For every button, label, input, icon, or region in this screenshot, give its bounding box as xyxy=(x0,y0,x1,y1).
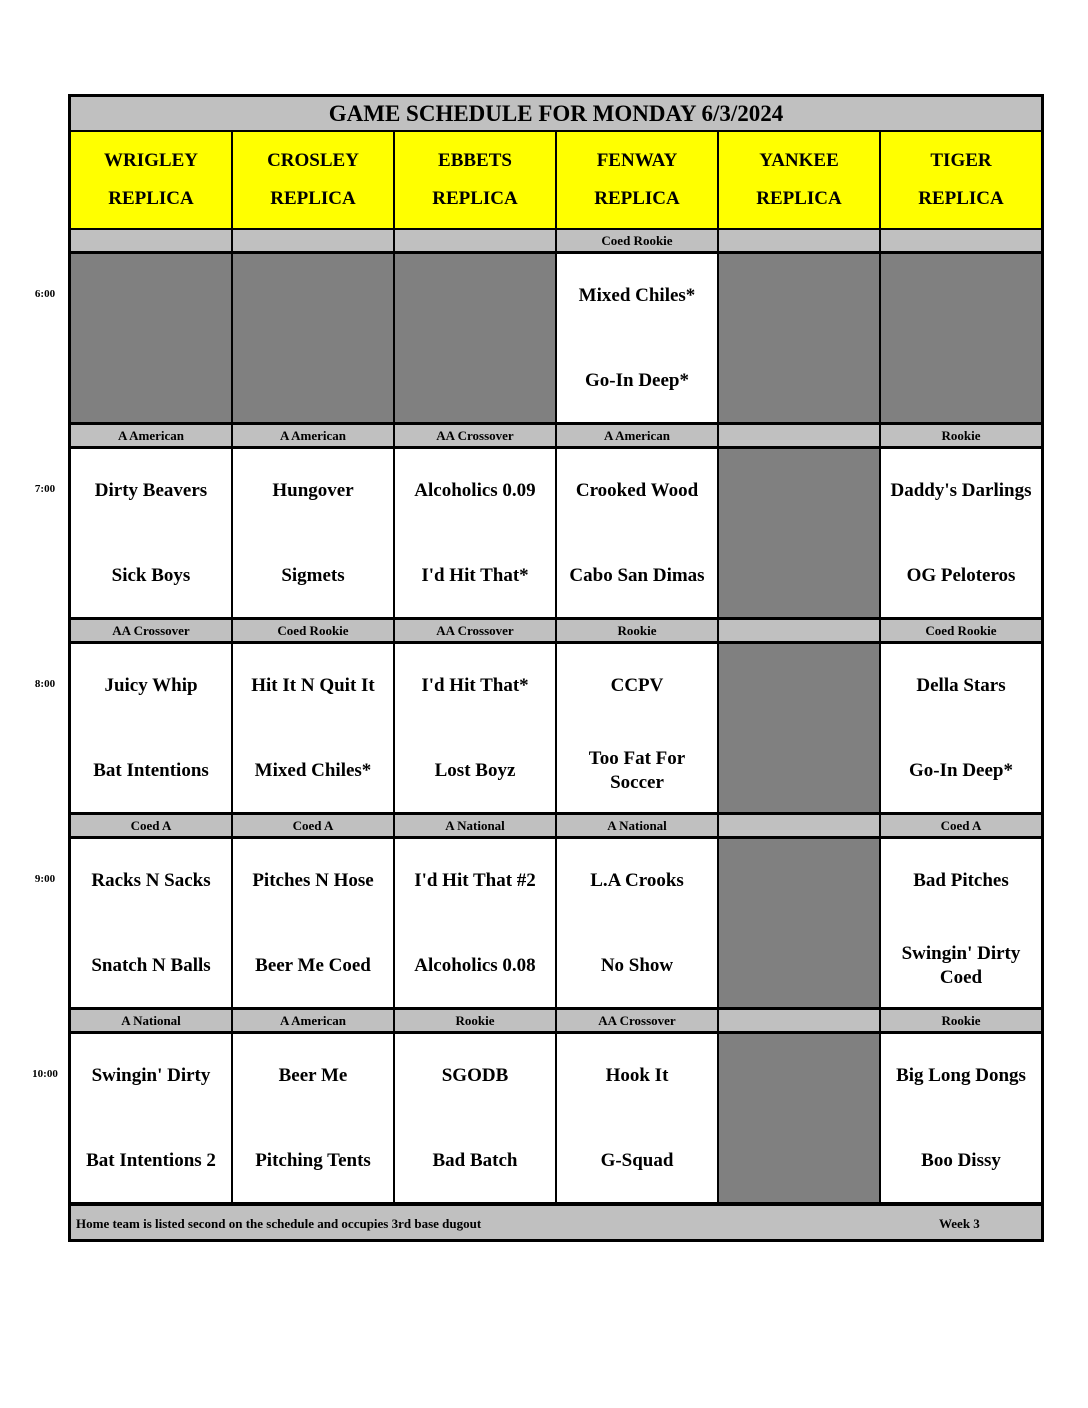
away-team: Big Long Dongs xyxy=(896,1065,1026,1086)
away-team: I'd Hit That* xyxy=(421,675,529,696)
game-cell xyxy=(881,839,1041,1007)
home-team: Lost Boyz xyxy=(434,760,516,781)
venue-name: FENWAY xyxy=(596,150,678,171)
game-cell xyxy=(557,1034,717,1202)
division-label xyxy=(719,425,879,446)
division-label xyxy=(233,230,393,251)
venue-subtitle: REPLICA xyxy=(432,188,518,209)
away-team: CCPV xyxy=(610,675,664,696)
division-label: Rookie xyxy=(395,1010,555,1031)
home-team: Swingin' Dirty Coed xyxy=(901,943,1021,988)
empty-field-cell xyxy=(719,254,879,422)
division-label xyxy=(395,230,555,251)
time-label: 6:00 xyxy=(34,288,56,300)
home-team: Cabo San Dimas xyxy=(569,565,705,586)
game-cell xyxy=(557,644,717,812)
away-team: Juicy Whip xyxy=(104,675,198,696)
division-label: Coed A xyxy=(71,815,231,836)
home-team: I'd Hit That* xyxy=(421,565,529,586)
home-team: Too Fat For Soccer xyxy=(588,748,686,793)
away-team: Hook It xyxy=(605,1065,669,1086)
away-team: Dirty Beavers xyxy=(94,480,208,501)
empty-field-cell xyxy=(719,839,879,1007)
away-team: SGODB xyxy=(441,1065,509,1086)
division-label: Rookie xyxy=(881,425,1041,446)
division-label: A American xyxy=(71,425,231,446)
home-team: G-Squad xyxy=(600,1150,674,1171)
game-cell xyxy=(395,644,555,812)
footer-note: Home team is listed second on the schedule and occupies 3rd base dugout xyxy=(76,1216,482,1231)
division-label: Coed A xyxy=(881,815,1041,836)
division-label: A National xyxy=(395,815,555,836)
home-team: Beer Me Coed xyxy=(255,955,371,976)
game-cell xyxy=(71,644,231,812)
venue-name: WRIGLEY xyxy=(104,150,198,171)
venue-name: YANKEE xyxy=(759,150,839,171)
game-cell xyxy=(557,839,717,1007)
venue-header-fenway xyxy=(557,132,717,228)
away-team: L.A Crooks xyxy=(590,870,684,891)
division-label xyxy=(719,1010,879,1031)
division-label xyxy=(719,230,879,251)
home-team: Boo Dissy xyxy=(921,1150,1001,1171)
division-label: A National xyxy=(557,815,717,836)
venue-name: EBBETS xyxy=(438,150,512,171)
venue-header-tiger xyxy=(881,132,1041,228)
game-cell xyxy=(233,644,393,812)
division-label: A American xyxy=(233,425,393,446)
venue-subtitle: REPLICA xyxy=(594,188,680,209)
home-team: Alcoholics 0.08 xyxy=(414,955,536,976)
division-label: A American xyxy=(557,425,717,446)
division-label xyxy=(881,230,1041,251)
home-team: Mixed Chiles* xyxy=(254,760,372,781)
venue-name: CROSLEY xyxy=(267,150,359,171)
home-team: Snatch N Balls xyxy=(91,955,211,976)
division-label xyxy=(719,815,879,836)
away-team: Swingin' Dirty xyxy=(91,1065,211,1086)
home-team: No Show xyxy=(600,955,674,976)
division-label: A American xyxy=(233,1010,393,1031)
home-team: OG Peloteros xyxy=(906,565,1016,586)
home-team: Sick Boys xyxy=(111,565,191,586)
week-label: Week 3 xyxy=(939,1216,980,1231)
division-label xyxy=(719,620,879,641)
game-cell xyxy=(71,839,231,1007)
home-team: Bad Batch xyxy=(432,1150,518,1171)
away-team: Hungover xyxy=(272,480,354,501)
home-team: Pitching Tents xyxy=(255,1150,371,1171)
venue-header-ebbets xyxy=(395,132,555,228)
time-label: 10:00 xyxy=(32,1068,58,1080)
venue-subtitle: REPLICA xyxy=(108,188,194,209)
away-team: Daddy's Darlings xyxy=(890,480,1032,501)
away-team: Racks N Sacks xyxy=(91,870,211,891)
game-cell xyxy=(395,449,555,617)
home-team: Go-In Deep* xyxy=(909,760,1013,781)
empty-field-cell xyxy=(719,449,879,617)
venue-name: TIGER xyxy=(930,150,992,171)
venue-subtitle: REPLICA xyxy=(270,188,356,209)
venue-header-wrigley xyxy=(71,132,231,228)
away-team: Crooked Wood xyxy=(575,480,699,501)
game-cell xyxy=(395,1034,555,1202)
division-label: Rookie xyxy=(881,1010,1041,1031)
venue-subtitle: REPLICA xyxy=(918,188,1004,209)
empty-field-cell xyxy=(71,254,231,422)
game-cell xyxy=(881,1034,1041,1202)
division-label: Rookie xyxy=(557,620,717,641)
time-label: 8:00 xyxy=(34,678,56,690)
away-team: Mixed Chiles* xyxy=(578,285,696,306)
division-label: A National xyxy=(71,1010,231,1031)
division-label: Coed A xyxy=(233,815,393,836)
division-label: AA Crossover xyxy=(395,425,555,446)
division-label: Coed Rookie xyxy=(881,620,1041,641)
game-cell xyxy=(233,839,393,1007)
division-label: Coed Rookie xyxy=(557,230,717,251)
away-team: I'd Hit That #2 xyxy=(414,870,536,891)
game-cell xyxy=(233,449,393,617)
game-cell xyxy=(557,254,717,422)
division-label: AA Crossover xyxy=(71,620,231,641)
game-cell xyxy=(395,839,555,1007)
away-team: Della Stars xyxy=(916,675,1006,696)
game-cell xyxy=(881,449,1041,617)
time-label: 7:00 xyxy=(34,483,56,495)
time-label: 9:00 xyxy=(34,873,56,885)
schedule-title: GAME SCHEDULE FOR MONDAY 6/3/2024 xyxy=(71,97,1041,130)
away-team: Alcoholics 0.09 xyxy=(414,480,536,501)
footer-row xyxy=(71,1206,1041,1239)
venue-header-crosley xyxy=(233,132,393,228)
division-label: Coed Rookie xyxy=(233,620,393,641)
away-team: Beer Me xyxy=(278,1065,348,1086)
game-cell xyxy=(881,644,1041,812)
division-label xyxy=(71,230,231,251)
empty-field-cell xyxy=(719,1034,879,1202)
game-cell xyxy=(71,1034,231,1202)
away-team: Pitches N Hose xyxy=(252,870,374,891)
home-team: Sigmets xyxy=(281,565,345,586)
away-team: Hit It N Quit It xyxy=(251,675,375,696)
empty-field-cell xyxy=(395,254,555,422)
empty-field-cell xyxy=(719,644,879,812)
home-team: Bat Intentions 2 xyxy=(86,1150,216,1171)
venue-header-yankee xyxy=(719,132,879,228)
game-cell xyxy=(557,449,717,617)
game-schedule-table xyxy=(68,94,1044,1242)
division-label: AA Crossover xyxy=(557,1010,717,1031)
venue-subtitle: REPLICA xyxy=(756,188,842,209)
game-cell xyxy=(233,1034,393,1202)
home-team: Bat Intentions xyxy=(93,760,209,781)
home-team: Go-In Deep* xyxy=(585,370,689,391)
away-team: Bad Pitches xyxy=(913,870,1009,891)
division-label: AA Crossover xyxy=(395,620,555,641)
game-cell xyxy=(71,449,231,617)
empty-field-cell xyxy=(233,254,393,422)
empty-field-cell xyxy=(881,254,1041,422)
